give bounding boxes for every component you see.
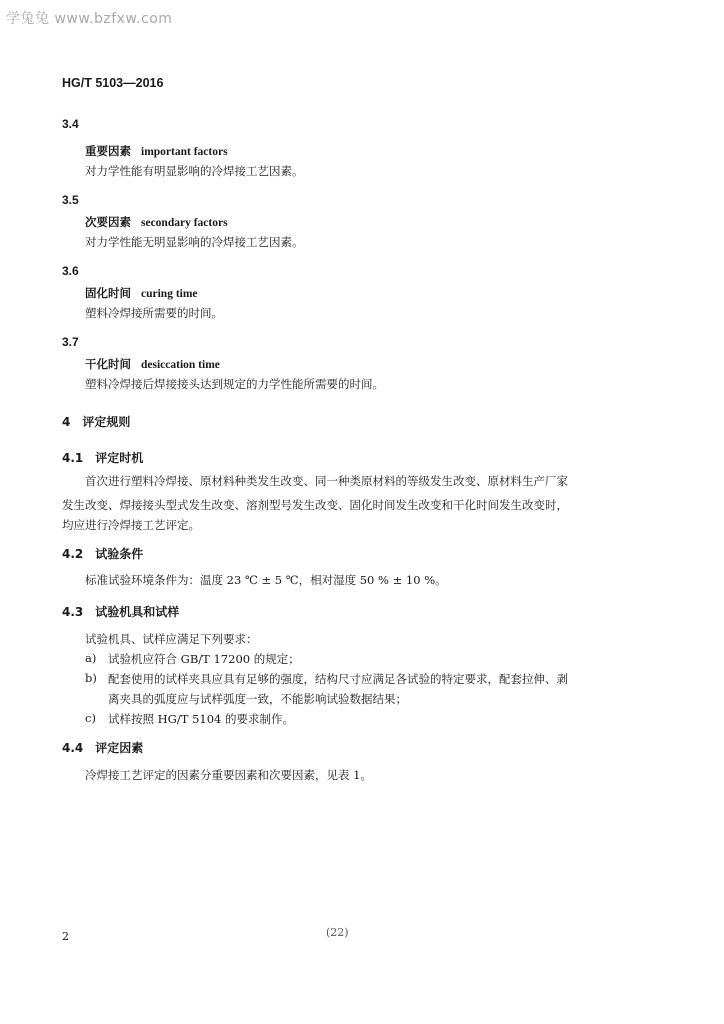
term-heading xyxy=(85,214,228,230)
section-title: 评定因素 xyxy=(95,741,144,755)
term-heading xyxy=(85,285,198,301)
term-en: desiccation time xyxy=(141,359,220,371)
list-item-label: a) xyxy=(85,651,97,665)
paragraph-line: 试验机具、试样应满足下列要求： xyxy=(85,632,258,646)
subsection-heading xyxy=(62,545,143,562)
list-item-text: 试验机应符合 GB/T 17200 的规定； xyxy=(108,652,300,666)
subsection-heading xyxy=(62,739,143,756)
section-number: 4 xyxy=(62,415,71,429)
sequence-number: (22) xyxy=(326,926,349,939)
section-title: 试验机具和试样 xyxy=(95,605,180,619)
watermark: 学兔兔 www.bzfxw.com xyxy=(6,11,173,27)
section-title: 评定规则 xyxy=(82,415,131,429)
list-item-text: 试样按照 HG/T 5104 的要求制作。 xyxy=(108,712,294,726)
paragraph-line: 均应进行冷焊接工艺评定。 xyxy=(62,518,200,532)
section-number: 4.4 xyxy=(62,741,84,755)
paragraph-line: 首次进行塑料冷焊接、原材料种类发生改变、同一种类原材料的等级发生改变、原材料生产厂家 xyxy=(85,474,568,488)
clause-number: 3.4 xyxy=(62,117,79,131)
term-zh: 固化时间 xyxy=(85,286,131,300)
page-number: 2 xyxy=(62,930,69,943)
clause-number: 3.7 xyxy=(62,335,79,349)
list-item-text: 配套使用的试样夹具应具有足够的强度，结构尺寸应满足各试验的特定要求，配套拉伸、剥 xyxy=(108,672,568,686)
paragraph-line: 标准试验环境条件为：温度 23 ℃ ± 5 ℃，相对湿度 50 % ± 10 %。 xyxy=(85,573,447,587)
term-definition: 对力学性能有明显影响的冷焊接工艺因素。 xyxy=(85,164,304,178)
section-number: 4.1 xyxy=(62,451,84,465)
list-item-text: 离夹具的弧度应与试样弧度一致，不能影响试验数据结果； xyxy=(108,692,407,706)
term-zh: 次要因素 xyxy=(85,215,131,229)
term-en: curing time xyxy=(141,288,198,300)
subsection-heading xyxy=(62,449,143,466)
paragraph-line: 发生改变、焊接接头型式发生改变、溶剂型号发生改变、固化时间发生改变和干化时间发生改变时， xyxy=(62,498,568,512)
document-id: HG/T 5103—2016 xyxy=(62,76,164,90)
paragraph-line: 冷焊接工艺评定的因素分重要因素和次要因素，见表 1。 xyxy=(85,768,372,782)
term-definition: 对力学性能无明显影响的冷焊接工艺因素。 xyxy=(85,235,304,249)
term-definition: 塑料冷焊接所需要的时间。 xyxy=(85,306,223,320)
clause-number: 3.6 xyxy=(62,264,79,278)
section-number: 4.2 xyxy=(62,547,84,561)
term-heading xyxy=(85,356,220,372)
clause-number: 3.5 xyxy=(62,193,79,207)
list-item-label: c) xyxy=(85,711,96,725)
term-en: important factors xyxy=(141,146,228,158)
term-zh: 干化时间 xyxy=(85,357,131,371)
term-zh: 重要因素 xyxy=(85,144,131,158)
term-en: secondary factors xyxy=(141,217,228,229)
section-title: 试验条件 xyxy=(95,547,144,561)
section-number: 4.3 xyxy=(62,605,84,619)
section-title: 评定时机 xyxy=(95,451,144,465)
term-definition: 塑料冷焊接后焊接接头达到规定的力学性能所需要的时间。 xyxy=(85,377,384,391)
subsection-heading xyxy=(62,603,179,620)
section-heading xyxy=(62,413,130,430)
list-item-label: b) xyxy=(85,671,97,685)
term-heading xyxy=(85,143,228,159)
